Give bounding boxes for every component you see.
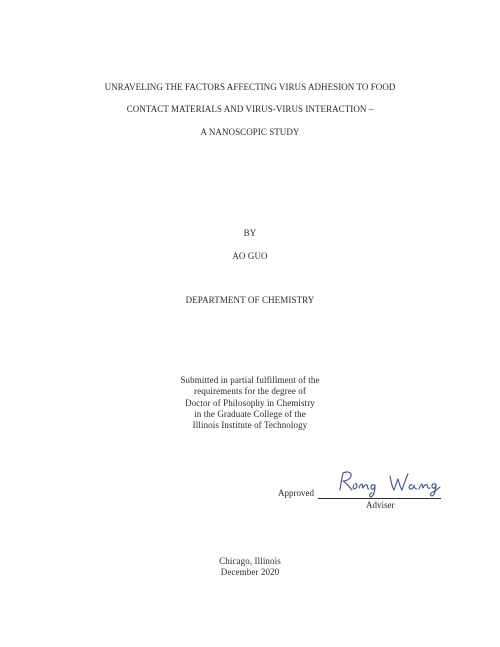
title-line-1: UNRAVELING THE FACTORS AFFECTING VIRUS ADHESION TO FOOD (104, 82, 396, 92)
author-name: AO GUO (232, 251, 268, 261)
title-line-2: CONTACT MATERIALS AND VIRUS-VIRUS INTERACTION – (126, 104, 374, 114)
department-name: DEPARTMENT OF CHEMISTRY (185, 295, 315, 305)
adviser-label: Adviser (366, 500, 395, 510)
title-line-3: A NANOSCOPIC STUDY (200, 127, 300, 137)
approval-block (278, 488, 448, 528)
by-label: BY (243, 228, 257, 238)
statement-line-2: requirements for the degree of (194, 386, 306, 397)
location: Chicago, Illinois (219, 556, 281, 566)
statement-line-1: Submitted in partial fulfillment of the (180, 375, 320, 385)
statement-line-4: in the Graduate College of the (194, 408, 306, 419)
approved-label: Approved (278, 488, 314, 498)
signature-line (318, 498, 441, 499)
statement-line-3: Doctor of Philosophy in Chemistry (185, 397, 315, 408)
statement-line-5: Illinois Institute of Technology (192, 420, 308, 431)
submission-date: December 2020 (220, 567, 280, 577)
degree-statement (0, 375, 500, 431)
